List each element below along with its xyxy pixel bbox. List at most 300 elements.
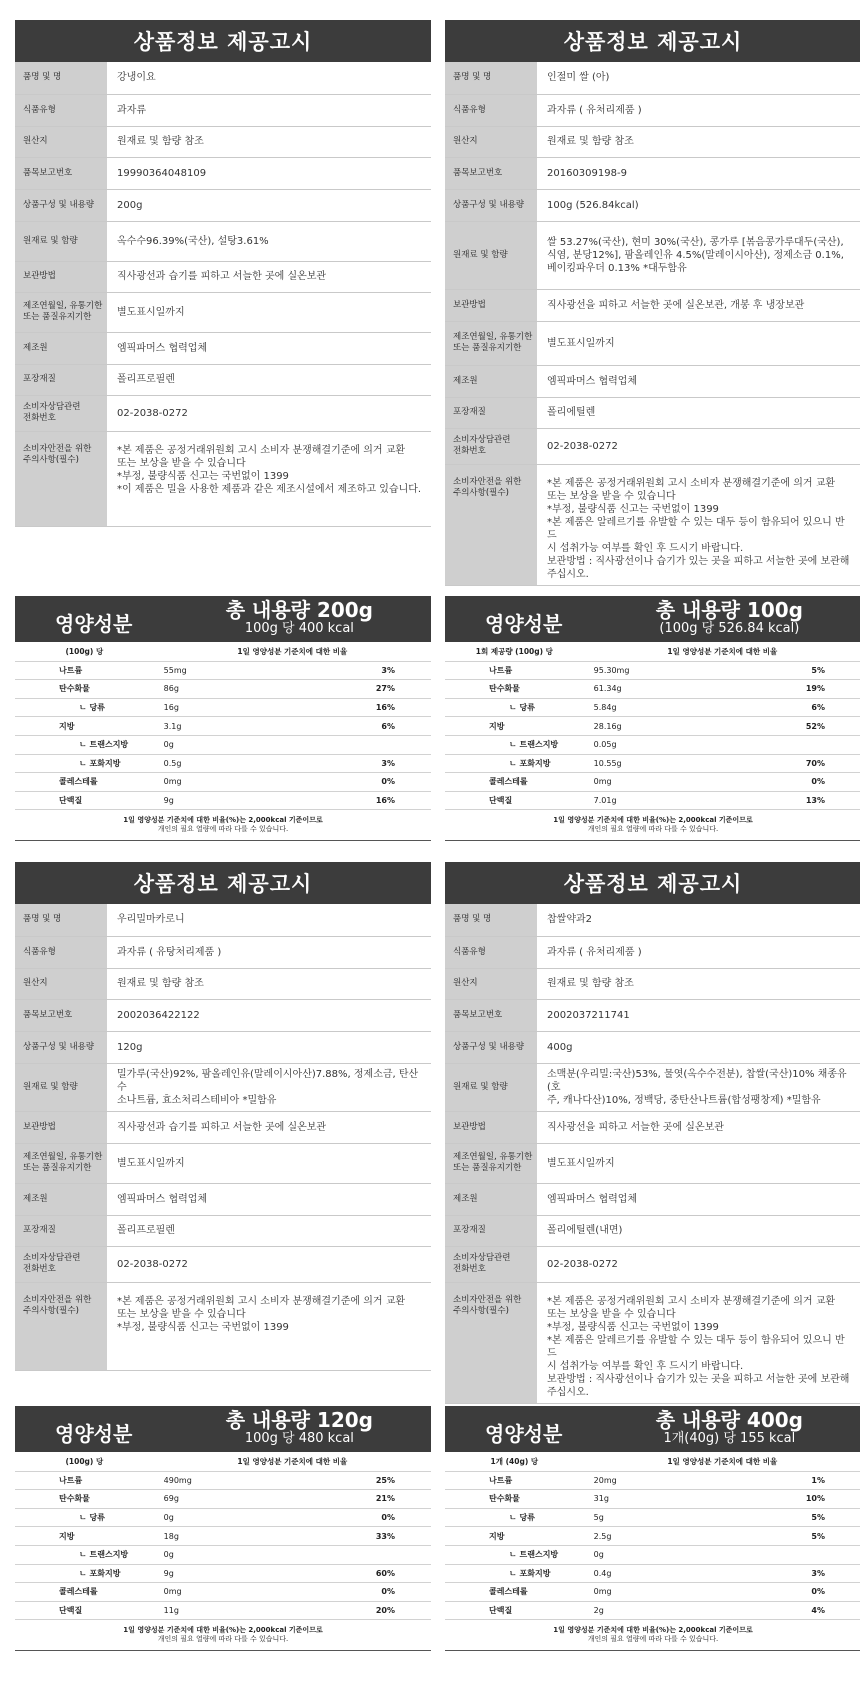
info-value: 원재료 및 함량 참조 — [107, 126, 431, 157]
nutrient-row — [15, 1527, 431, 1546]
footnote-line-2: 개인의 필요 열량에 따라 다를 수 있습니다. — [587, 1635, 719, 1644]
info-row — [445, 157, 860, 189]
info-key: 소비자안전을 위한 주의사항(필수) — [445, 1282, 537, 1403]
nutrition-header — [445, 1406, 860, 1452]
nutrient-amount: 9g — [154, 1564, 293, 1583]
info-key: 포장재질 — [445, 1215, 537, 1246]
info-key: 품명 및 명 — [445, 62, 537, 94]
info-row — [445, 999, 860, 1031]
serving-basis: 1회 제공량 (100g) 당 — [445, 642, 584, 661]
info-value: 02-2038-0272 — [537, 1246, 860, 1282]
nutrition-label: 영양성분 — [55, 1422, 133, 1446]
info-value: 찹쌀약과2 — [537, 904, 860, 936]
nutrition-table — [445, 642, 860, 810]
info-value: 직사광선을 피하고 서늘한 곳에 실온보관 — [537, 1111, 860, 1143]
nutrient-percent: 16% — [292, 698, 431, 717]
info-key: 품명 및 명 — [445, 904, 537, 936]
info-row — [445, 936, 860, 968]
nutrient-amount: 0.5g — [154, 754, 293, 773]
nutrient-row — [15, 1545, 431, 1564]
nutrient-row — [15, 1471, 431, 1490]
info-value: *본 제품은 공정거래위원회 고시 소비자 분쟁해결기준에 의거 교환 또는 보상을 받을 수 있습니다 *부정, 불량식품 신고는 국번없이 1399 *이 제품은 밀을 사용한 제품과 같은 제조시설에서 제조하고 있습니다. — [107, 431, 431, 526]
info-key: 보관방법 — [15, 1111, 107, 1143]
nutrition-footnote — [15, 1620, 431, 1644]
info-value: 02-2038-0272 — [107, 395, 431, 431]
footnote-line-1: 1일 영양성분 기준치에 대한 비율(%)는 2,000kcal 기준이므로 — [123, 816, 323, 825]
nutrient-name: ㄴ 포화지방 — [15, 1564, 154, 1583]
nutrient-amount: 9g — [154, 791, 293, 810]
info-key: 제조원 — [445, 365, 537, 397]
nutrient-name: 나트륨 — [15, 1471, 154, 1490]
nutrient-percent: 33% — [292, 1527, 431, 1546]
info-value: 인절미 쌀 (아) — [537, 62, 860, 94]
info-row — [445, 428, 860, 464]
daily-value-header: 1일 영양성분 기준치에 대한 비율 — [154, 642, 431, 661]
info-value: 원재료 및 함량 참조 — [107, 968, 431, 999]
nutrient-row — [445, 754, 860, 773]
divider — [15, 1650, 431, 1651]
footnote-line-1: 1일 영양성분 기준치에 대한 비율(%)는 2,000kcal 기준이므로 — [123, 1626, 323, 1635]
info-row — [15, 904, 431, 936]
info-row — [15, 189, 431, 221]
info-key: 제조연월일, 유통기한 또는 품질유지기한 — [15, 1143, 107, 1183]
nutrient-row — [445, 773, 860, 792]
nutrient-row — [445, 1490, 860, 1509]
info-key: 식품유형 — [445, 936, 537, 968]
info-row — [445, 94, 860, 126]
info-key: 포장재질 — [15, 1215, 107, 1246]
nutrient-amount: 61.34g — [584, 680, 723, 699]
info-row — [15, 999, 431, 1031]
daily-value-header: 1일 영양성분 기준치에 대한 비율 — [584, 642, 860, 661]
footnote-line-1: 1일 영양성분 기준치에 대한 비율(%)는 2,000kcal 기준이므로 — [553, 1626, 753, 1635]
info-row — [445, 221, 860, 289]
info-value: 직사광선과 습기를 피하고 서늘한 곳에 실온보관 — [107, 261, 431, 292]
info-title: 상품정보 제공고시 — [15, 20, 431, 62]
info-row — [445, 1143, 860, 1183]
info-row — [445, 1031, 860, 1063]
nutrient-amount: 69g — [154, 1490, 293, 1509]
info-key: 상품구성 및 내용량 — [445, 189, 537, 221]
nutrient-name: ㄴ 트랜스지방 — [15, 735, 154, 754]
info-value: 02-2038-0272 — [107, 1246, 431, 1282]
info-key: 원재료 및 함량 — [445, 1063, 537, 1111]
nutrition-footnote — [445, 810, 860, 834]
info-key: 원재료 및 함량 — [445, 221, 537, 289]
serving-basis: 1개 (40g) 당 — [445, 1452, 584, 1471]
info-value: 별도표시일까지 — [537, 321, 860, 365]
nutrient-amount: 11g — [154, 1601, 293, 1620]
nutrient-name: 단백질 — [445, 1601, 584, 1620]
info-row — [15, 292, 431, 332]
calories-per: 1개(40g) 당 155 kcal — [663, 1431, 796, 1446]
nutrient-amount: 2.5g — [584, 1527, 723, 1546]
info-row — [15, 1282, 431, 1370]
nutrient-amount: 28.16g — [584, 717, 723, 736]
nutrient-amount: 2g — [584, 1601, 723, 1620]
footnote-line-2: 개인의 필요 열량에 따라 다를 수 있습니다. — [587, 825, 719, 834]
info-key: 소비자상담관련 전화번호 — [15, 1246, 107, 1282]
info-value: 폴리프로필렌 — [107, 364, 431, 395]
nutrition-label: 영양성분 — [55, 612, 133, 636]
divider — [445, 1650, 860, 1651]
nutrient-amount: 0g — [584, 1545, 723, 1564]
nutrient-name: 단백질 — [445, 791, 584, 810]
nutrition-table — [15, 1452, 431, 1620]
info-value: 소맥분(우리밀:국산)53%, 물엿(옥수수전분), 찹쌀(국산)10% 채종유(호 주, 캐나다산)10%, 정백당, 중탄산나트륨(합성팽창제) *밀함유 — [537, 1063, 860, 1111]
nutrient-percent: 3% — [292, 661, 431, 680]
nutrient-percent: 0% — [722, 1583, 860, 1602]
nutrient-percent: 6% — [722, 698, 860, 717]
info-value: 강냉이요 — [107, 62, 431, 94]
product-info-3 — [15, 862, 431, 1371]
info-key: 소비자안전을 위한 주의사항(필수) — [15, 431, 107, 526]
info-key: 포장재질 — [445, 397, 537, 428]
info-row — [445, 62, 860, 94]
info-key: 품목보고번호 — [445, 999, 537, 1031]
info-value: 200g — [107, 189, 431, 221]
nutrient-percent: 4% — [722, 1601, 860, 1620]
info-key: 품명 및 명 — [15, 904, 107, 936]
nutrient-row — [15, 1564, 431, 1583]
nutrient-name: ㄴ 당류 — [15, 1508, 154, 1527]
nutrient-name: 탄수화물 — [445, 1490, 584, 1509]
info-value: 별도표시일까지 — [537, 1143, 860, 1183]
nutrient-name: ㄴ 당류 — [445, 1508, 584, 1527]
info-value: 과자류 — [107, 94, 431, 126]
info-title: 상품정보 제공고시 — [15, 862, 431, 904]
info-key: 원산지 — [445, 126, 537, 157]
info-key: 제조원 — [15, 332, 107, 364]
nutrient-percent: 5% — [722, 1527, 860, 1546]
info-row — [445, 904, 860, 936]
info-key: 소비자안전을 위한 주의사항(필수) — [445, 464, 537, 585]
nutrition-table — [15, 642, 431, 810]
info-key: 보관방법 — [445, 1111, 537, 1143]
nutrient-percent: 10% — [722, 1490, 860, 1509]
nutrient-percent: 0% — [292, 1583, 431, 1602]
nutrient-name: ㄴ 포화지방 — [445, 754, 584, 773]
divider — [15, 840, 431, 841]
info-row — [445, 189, 860, 221]
footnote-line-1: 1일 영양성분 기준치에 대한 비율(%)는 2,000kcal 기준이므로 — [553, 816, 753, 825]
info-row — [445, 397, 860, 428]
nutrient-name: 나트륨 — [445, 661, 584, 680]
nutrition-label: 영양성분 — [485, 1422, 563, 1446]
nutrient-amount: 0mg — [584, 773, 723, 792]
nutrient-amount: 16g — [154, 698, 293, 717]
nutrition-header-row — [445, 642, 860, 661]
nutrient-percent: 0% — [722, 773, 860, 792]
nutrient-row — [445, 1545, 860, 1564]
info-value: *본 제품은 공정거래위원회 고시 소비자 분쟁해결기준에 의거 교환 또는 보상을 받을 수 있습니다 *부정, 불량식품 신고는 국번없이 1399 *본 제품은 알레르기를 유발할 수 있는 대두 등이 함유되어 있으니 반드 시 섭취가능 여부를 확인 후 드시기 바랍니다. 보관방법 : 직사광선이나 습기가 있는 곳을 피하고 서늘한 곳에 보관해 주십시오. — [537, 464, 860, 585]
info-value: 폴리프로필렌 — [107, 1215, 431, 1246]
info-value: 폴리에틸렌(내면) — [537, 1215, 860, 1246]
info-key: 식품유형 — [15, 936, 107, 968]
nutrient-percent: 70% — [722, 754, 860, 773]
info-value: 엠픽파머스 협력업체 — [537, 1183, 860, 1215]
nutrient-row — [15, 754, 431, 773]
info-row — [15, 395, 431, 431]
nutrient-percent: 5% — [722, 1508, 860, 1527]
calories-per: 100g 당 400 kcal — [244, 621, 354, 636]
info-row — [15, 332, 431, 364]
nutrition-header-row — [445, 1452, 860, 1471]
nutrient-percent: 3% — [722, 1564, 860, 1583]
nutrient-amount: 0mg — [154, 1583, 293, 1602]
nutrition-facts-2 — [445, 596, 860, 841]
nutrient-percent: 20% — [292, 1601, 431, 1620]
nutrient-row — [15, 791, 431, 810]
nutrient-amount: 55mg — [154, 661, 293, 680]
nutrient-percent: 3% — [292, 754, 431, 773]
info-value: *본 제품은 공정거래위원회 고시 소비자 분쟁해결기준에 의거 교환 또는 보상을 받을 수 있습니다 *부정, 불량식품 신고는 국번없이 1399 — [107, 1282, 431, 1370]
nutrient-row — [15, 717, 431, 736]
info-table — [15, 62, 431, 527]
nutrient-name: 단백질 — [15, 791, 154, 810]
nutrient-percent: 19% — [722, 680, 860, 699]
nutrient-row — [445, 698, 860, 717]
info-key: 제조연월일, 유통기한 또는 품질유지기한 — [445, 1143, 537, 1183]
nutrient-name: 탄수화물 — [15, 680, 154, 699]
nutrient-amount: 5g — [584, 1508, 723, 1527]
divider — [445, 840, 860, 841]
info-key: 품목보고번호 — [15, 157, 107, 189]
nutrition-facts-4 — [445, 1406, 860, 1651]
nutrient-row — [15, 1601, 431, 1620]
info-key: 제조원 — [15, 1183, 107, 1215]
info-key: 소비자안전을 위한 주의사항(필수) — [15, 1282, 107, 1370]
nutrient-name: 탄수화물 — [15, 1490, 154, 1509]
info-value: 별도표시일까지 — [107, 1143, 431, 1183]
nutrition-footnote — [15, 810, 431, 834]
info-row — [445, 321, 860, 365]
info-key: 보관방법 — [15, 261, 107, 292]
nutrient-name: ㄴ 트랜스지방 — [445, 1545, 584, 1564]
info-row — [15, 157, 431, 189]
info-row — [445, 1111, 860, 1143]
nutrient-percent: 0% — [292, 773, 431, 792]
info-value: 직사광선과 습기를 피하고 서늘한 곳에 실온보관 — [107, 1111, 431, 1143]
info-value: 우리밀마카로니 — [107, 904, 431, 936]
info-row — [15, 968, 431, 999]
info-table — [15, 904, 431, 1371]
info-row — [15, 1031, 431, 1063]
nutrient-row — [445, 1601, 860, 1620]
info-value: 직사광선을 피하고 서늘한 곳에 실온보관, 개봉 후 냉장보관 — [537, 289, 860, 321]
info-row — [15, 936, 431, 968]
info-value: 120g — [107, 1031, 431, 1063]
info-value: 엠픽파머스 협력업체 — [107, 332, 431, 364]
nutrient-amount: 86g — [154, 680, 293, 699]
daily-value-header: 1일 영양성분 기준치에 대한 비율 — [154, 1452, 431, 1471]
info-key: 제조원 — [445, 1183, 537, 1215]
nutrient-row — [445, 717, 860, 736]
nutrient-amount: 0g — [154, 735, 293, 754]
nutrient-row — [15, 1490, 431, 1509]
nutrient-percent: 21% — [292, 1490, 431, 1509]
info-row — [15, 364, 431, 395]
info-key: 원산지 — [15, 126, 107, 157]
nutrient-percent: 16% — [292, 791, 431, 810]
nutrient-row — [15, 698, 431, 717]
nutrient-percent — [722, 1545, 860, 1564]
nutrient-name: ㄴ 트랜스지방 — [445, 735, 584, 754]
info-value: 엠픽파머스 협력업체 — [537, 365, 860, 397]
nutrient-name: 지방 — [15, 717, 154, 736]
info-value: 옥수수96.39%(국산), 설탕3.61% — [107, 221, 431, 261]
info-key: 품목보고번호 — [445, 157, 537, 189]
total-amount: 총 내용량 200g — [225, 598, 373, 622]
info-row — [445, 1215, 860, 1246]
nutrient-percent: 25% — [292, 1471, 431, 1490]
nutrient-name: 지방 — [15, 1527, 154, 1546]
nutrient-amount: 0g — [154, 1545, 293, 1564]
info-value: *본 제품은 공정거래위원회 고시 소비자 분쟁해결기준에 의거 교환 또는 보상을 받을 수 있습니다 *부정, 불량식품 신고는 국번없이 1399 *본 제품은 알레르기를 유발할 수 있는 대두 등이 함유되어 있으니 반드 시 섭취가능 여부를 확인 후 드시기 바랍니다. 보관방법 : 직사광선이나 습기가 있는 곳을 피하고 서늘한 곳에 보관해 주십시오. — [537, 1282, 860, 1403]
nutrition-header-row — [15, 642, 431, 661]
info-key: 품명 및 명 — [15, 62, 107, 94]
info-title: 상품정보 제공고시 — [445, 20, 860, 62]
nutrient-amount: 3.1g — [154, 717, 293, 736]
info-row — [445, 289, 860, 321]
nutrient-amount: 0mg — [154, 773, 293, 792]
info-value: 과자류 ( 유탕처리제품 ) — [107, 936, 431, 968]
nutrient-percent — [292, 1545, 431, 1564]
info-key: 품목보고번호 — [15, 999, 107, 1031]
footnote-line-2: 개인의 필요 열량에 따라 다를 수 있습니다. — [157, 825, 289, 834]
nutrient-row — [15, 773, 431, 792]
nutrient-amount: 0g — [154, 1508, 293, 1527]
nutrient-name: 콜레스테롤 — [15, 1583, 154, 1602]
nutrition-header — [15, 596, 431, 642]
nutrition-footnote — [445, 1620, 860, 1644]
calories-per: (100g 당 526.84 kcal) — [659, 621, 800, 636]
nutrient-name: 나트륨 — [445, 1471, 584, 1490]
nutrient-percent: 27% — [292, 680, 431, 699]
info-key: 포장재질 — [15, 364, 107, 395]
nutrient-percent: 6% — [292, 717, 431, 736]
info-title: 상품정보 제공고시 — [445, 862, 860, 904]
info-value: 폴리에틸렌 — [537, 397, 860, 428]
nutrient-row — [445, 1564, 860, 1583]
info-key: 식품유형 — [15, 94, 107, 126]
info-key: 원산지 — [445, 968, 537, 999]
info-row — [15, 62, 431, 94]
nutrient-amount: 5.84g — [584, 698, 723, 717]
nutrient-name: ㄴ 포화지방 — [15, 754, 154, 773]
product-info-4 — [445, 862, 860, 1404]
nutrient-row — [445, 1471, 860, 1490]
nutrient-percent: 60% — [292, 1564, 431, 1583]
info-key: 상품구성 및 내용량 — [15, 1031, 107, 1063]
nutrient-percent — [292, 735, 431, 754]
info-value: 별도표시일까지 — [107, 292, 431, 332]
nutrient-row — [15, 735, 431, 754]
nutrient-percent: 1% — [722, 1471, 860, 1490]
nutrient-row — [445, 1527, 860, 1546]
nutrient-amount: 10.55g — [584, 754, 723, 773]
nutrient-row — [15, 1583, 431, 1602]
info-value: 02-2038-0272 — [537, 428, 860, 464]
info-row — [15, 1063, 431, 1111]
info-key: 원산지 — [15, 968, 107, 999]
nutrient-amount: 0.4g — [584, 1564, 723, 1583]
info-key: 보관방법 — [445, 289, 537, 321]
info-key: 상품구성 및 내용량 — [445, 1031, 537, 1063]
info-value: 2002037211741 — [537, 999, 860, 1031]
nutrition-header-row — [15, 1452, 431, 1471]
info-key: 제조연월일, 유통기한 또는 품질유지기한 — [445, 321, 537, 365]
nutrient-name: 단백질 — [15, 1601, 154, 1620]
nutrition-facts-3 — [15, 1406, 431, 1651]
info-value: 밀가루(국산)92%, 팜올레인유(말레이시아산)7.88%, 정제소금, 탄산수 소나트륨, 효소처리스테비아 *밀함유 — [107, 1063, 431, 1111]
info-value: 100g (526.84kcal) — [537, 189, 860, 221]
info-key: 소비자상담관련 전화번호 — [445, 1246, 537, 1282]
info-row — [15, 126, 431, 157]
info-row — [445, 126, 860, 157]
nutrient-row — [445, 680, 860, 699]
info-key: 소비자상담관련 전화번호 — [15, 395, 107, 431]
serving-basis: (100g) 당 — [15, 642, 154, 661]
nutrient-amount: 31g — [584, 1490, 723, 1509]
nutrient-row — [15, 1508, 431, 1527]
nutrient-name: 콜레스테롤 — [445, 1583, 584, 1602]
info-value: 2002036422122 — [107, 999, 431, 1031]
info-row — [15, 94, 431, 126]
product-info-2 — [445, 20, 860, 586]
info-row — [445, 1063, 860, 1111]
info-value: 과자류 ( 유처리제품 ) — [537, 936, 860, 968]
nutrient-amount: 95.30mg — [584, 661, 723, 680]
nutrient-name: 탄수화물 — [445, 680, 584, 699]
info-value: 엠픽파머스 협력업체 — [107, 1183, 431, 1215]
nutrient-row — [15, 661, 431, 680]
nutrient-name: ㄴ 포화지방 — [445, 1564, 584, 1583]
nutrient-amount: 20mg — [584, 1471, 723, 1490]
nutrient-name: 콜레스테롤 — [445, 773, 584, 792]
nutrient-percent — [722, 735, 860, 754]
info-row — [445, 1183, 860, 1215]
nutrient-name: ㄴ 트랜스지방 — [15, 1545, 154, 1564]
info-row — [15, 1183, 431, 1215]
info-value: 쌀 53.27%(국산), 현미 30%(국산), 콩가루 [볶음콩가루대두(국산), 식염, 분당12%], 팜올레인유 4.5%(말레이시아산), 정제소금 0.1%, 베이킹파우더 0.13% *대두함유 — [537, 221, 860, 289]
nutrient-row — [445, 735, 860, 754]
nutrient-name: ㄴ 당류 — [15, 698, 154, 717]
nutrition-header — [15, 1406, 431, 1452]
nutrient-name: 나트륨 — [15, 661, 154, 680]
nutrition-header — [445, 596, 860, 642]
info-value: 원재료 및 함량 참조 — [537, 126, 860, 157]
info-row — [445, 968, 860, 999]
total-amount: 총 내용량 120g — [225, 1408, 373, 1432]
nutrient-amount: 0mg — [584, 1583, 723, 1602]
nutrient-row — [445, 1583, 860, 1602]
info-row — [445, 365, 860, 397]
info-row — [15, 1143, 431, 1183]
nutrient-name: ㄴ 당류 — [445, 698, 584, 717]
product-info-1 — [15, 20, 431, 527]
info-row — [15, 1246, 431, 1282]
info-key: 상품구성 및 내용량 — [15, 189, 107, 221]
info-key: 식품유형 — [445, 94, 537, 126]
info-row — [15, 431, 431, 526]
nutrient-amount: 7.01g — [584, 791, 723, 810]
nutrient-row — [445, 1508, 860, 1527]
info-value: 400g — [537, 1031, 860, 1063]
info-value: 과자류 ( 유처리제품 ) — [537, 94, 860, 126]
nutrient-percent: 52% — [722, 717, 860, 736]
nutrient-amount: 18g — [154, 1527, 293, 1546]
